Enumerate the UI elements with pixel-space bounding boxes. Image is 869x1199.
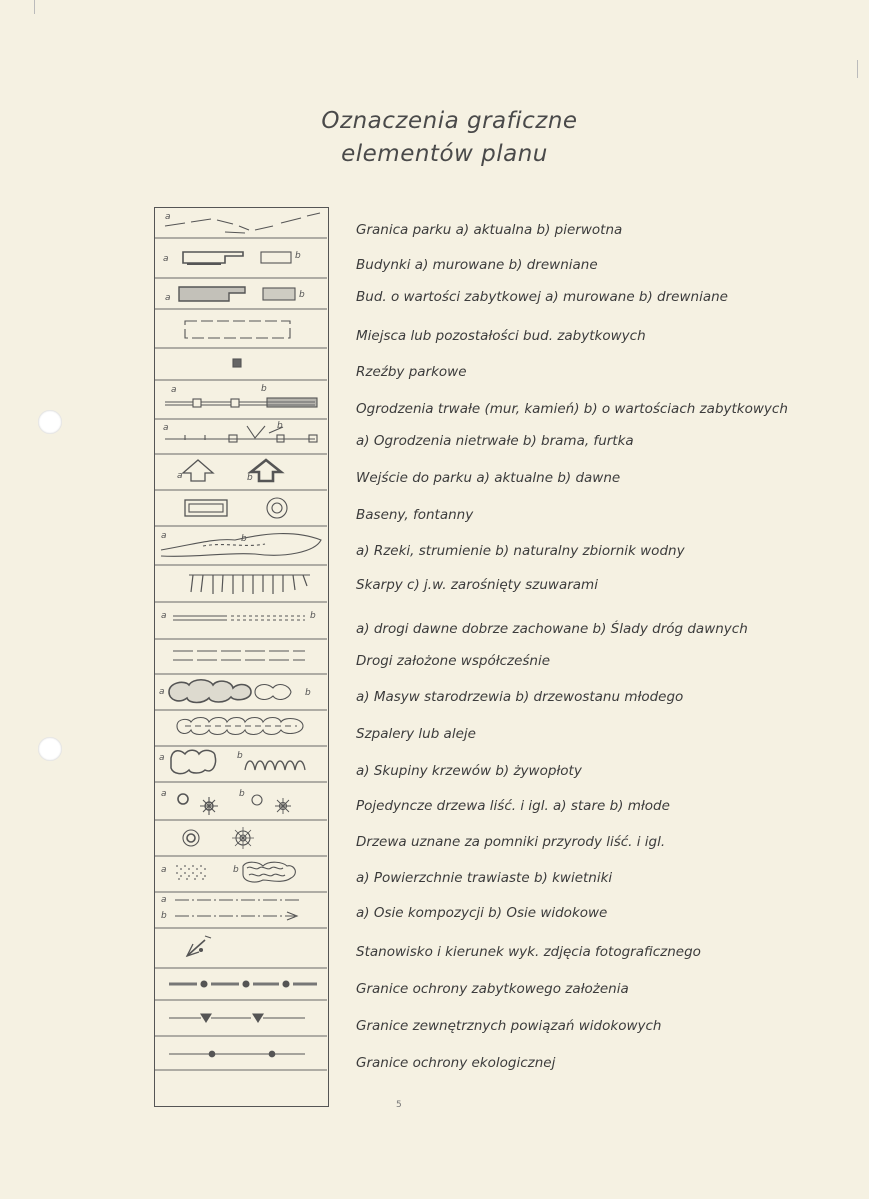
svg-text:b: b	[241, 534, 247, 544]
hedgerow-symbol	[177, 718, 303, 735]
svg-text:b: b	[310, 611, 316, 621]
legend-label-view-links: Granice zewnętrznych powiązań widokowych	[356, 1018, 662, 1034]
svg-text:a: a	[163, 423, 169, 433]
svg-text:b: b	[247, 473, 253, 483]
svg-text:a: a	[163, 254, 169, 264]
roads-preserved-symbol	[161, 611, 316, 621]
legend-label-gate-fence: a) Ogrodzenia nietrwałe b) brama, furtka	[356, 433, 634, 449]
page-title-line-2: elementów planu	[341, 141, 548, 167]
legend-label-protection-boundary: Granice ochrony zabytkowego założenia	[356, 981, 629, 997]
svg-text:b: b	[233, 865, 239, 875]
legend-label-pools: Baseny, fontanny	[356, 507, 474, 523]
gate-fence-symbol	[163, 421, 317, 442]
legend-symbol-table	[154, 207, 329, 1107]
svg-text:a: a	[161, 531, 167, 541]
legend-label-monument-trees: Drzewa uznane za pomniki przyrody liść. i igl.	[356, 834, 666, 850]
sculpture-symbol	[233, 359, 241, 367]
legend-label-park-boundary: Granica parku a) aktualna b) pierwotna	[356, 222, 623, 238]
svg-text:a: a	[161, 865, 167, 875]
permanent-fence-symbol	[165, 384, 317, 407]
legend-label-single-trees: Pojedyncze drzewa liść. i igl. a) stare b) młode	[356, 798, 670, 814]
svg-text:b: b	[239, 789, 245, 799]
svg-text:b: b	[299, 290, 305, 300]
scan-edge-mark	[34, 0, 35, 14]
svg-text:b: b	[261, 384, 267, 394]
svg-text:b: b	[277, 421, 283, 431]
historic-buildings-symbol	[165, 287, 305, 303]
svg-text:a: a	[171, 385, 177, 395]
entrance-symbol	[177, 460, 281, 483]
legend-label-roads-preserved: a) drogi dawne dobrze zachowane b) Ślady dróg dawnych	[356, 621, 748, 637]
svg-text:a: a	[159, 753, 165, 763]
svg-text:b: b	[295, 251, 301, 261]
legend-label-lawn: a) Powierzchnie trawiaste b) kwietniki	[356, 870, 613, 886]
legend-symbols-svg	[155, 208, 327, 1105]
punch-hole-top	[38, 410, 62, 434]
legend-label-sculptures: Rzeźby parkowe	[356, 364, 467, 380]
photo-viewpoint-symbol	[187, 936, 211, 956]
lawn-flowerbed-symbol	[161, 862, 295, 882]
building-remains-symbol	[185, 321, 290, 338]
legend-label-photo-viewpoint: Stanowisko i kierunek wyk. zdjęcia fotograficznego	[356, 944, 701, 960]
legend-label-entrance: Wejście do parku a) aktualne b) dawne	[356, 470, 621, 486]
svg-text:a: a	[161, 789, 167, 799]
legend-label-buildings: Budynki a) murowane b) drewniane	[356, 257, 598, 273]
legend-label-building-remains: Miejsca lub pozostałości bud. zabytkowych	[356, 328, 646, 344]
legend-label-shrubs: a) Skupiny krzewów b) żywopłoty	[356, 763, 582, 779]
river-symbol	[161, 531, 321, 556]
protection-boundary-symbol	[169, 981, 317, 987]
svg-text:a: a	[165, 293, 171, 303]
legend-label-historic-buildings: Bud. o wartości zabytkowej a) murowane b) drewniane	[356, 289, 728, 305]
svg-text:b: b	[161, 911, 167, 921]
scan-edge-mark-right	[857, 60, 858, 78]
legend-label-permanent-fence: Ogrodzenia trwałe (mur, kamień) b) o wartościach zabytkowych	[356, 401, 788, 417]
page-title-line-1: Oznaczenia graficzne	[321, 108, 578, 134]
svg-text:a: a	[161, 895, 167, 905]
legend-label-axes: a) Osie kompozycji b) Osie widokowe	[356, 905, 608, 921]
svg-text:a: a	[177, 471, 183, 481]
view-links-symbol	[169, 1014, 305, 1022]
buildings-symbol	[163, 251, 301, 264]
park-boundary-symbol	[165, 212, 320, 233]
page-number: 5	[396, 1100, 402, 1110]
punch-hole-bottom	[38, 737, 62, 761]
escarpment-symbol	[189, 575, 310, 594]
legend-label-rivers: a) Rzeki, strumienie b) naturalny zbiornik wodny	[356, 543, 685, 559]
pool-fountain-symbol	[185, 498, 287, 518]
shrubs-symbol	[159, 750, 305, 773]
legend-label-roads-new: Drogi założone współcześnie	[356, 653, 551, 669]
monument-trees-symbol	[183, 827, 254, 849]
svg-text:a: a	[159, 687, 165, 697]
legend-label-hedgerow: Szpalery lub aleje	[356, 726, 476, 742]
eco-protection-symbol	[169, 1051, 305, 1057]
tree-mass-symbol	[159, 680, 311, 703]
legend-label-eco-protection: Granice ochrony ekologicznej	[356, 1055, 556, 1071]
legend-label-tree-mass: a) Masyw starodrzewia b) drzewostanu młodego	[356, 689, 684, 705]
svg-text:b: b	[305, 688, 311, 698]
roads-new-symbol	[173, 651, 305, 660]
svg-text:b: b	[237, 751, 243, 761]
svg-text:a: a	[165, 212, 171, 222]
single-trees-symbol	[161, 789, 291, 815]
svg-text:a: a	[161, 611, 167, 621]
axes-symbol	[161, 895, 300, 921]
legend-label-escarpment: Skarpy c) j.w. zarośnięty szuwarami	[356, 577, 598, 593]
